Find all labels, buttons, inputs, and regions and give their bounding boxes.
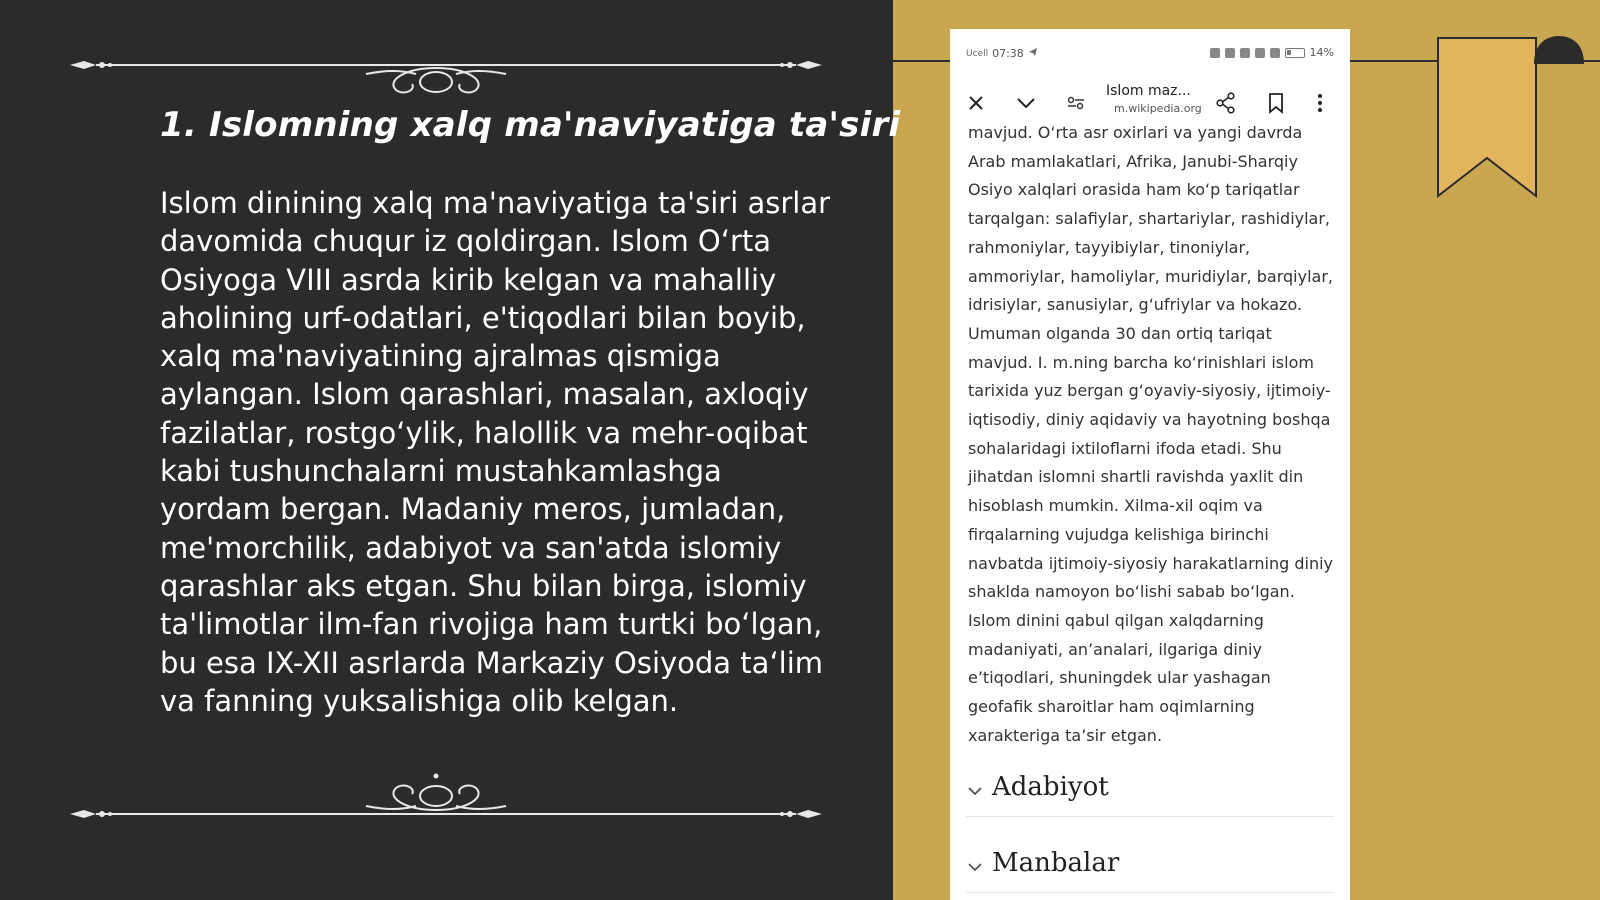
clock-time: 07:38 [992,47,1024,60]
nfc-icon [1210,48,1220,58]
battery-icon [1285,48,1305,58]
bookmark-icon [1267,92,1285,114]
slide-title: 1. Islomning xalq ma'naviyatiga ta'siri [160,105,901,145]
battery-level: 14% [1309,46,1334,59]
share-button[interactable] [1212,89,1240,117]
chevron-down-icon [966,782,984,800]
article-text: mavjud. O‘rta asr oxirlari va yangi davrda Arab mamlakatlari, Afrika, Janubi-Sharqiy Osiyo xalqlari orasida ham ko‘p tariqatlar tarqalgan: salafiylar, shartariylar, rashidiylar, rahmoniylar, tayyibiylar, tinoniylar, ammoriylar, hamoliylar, muridiylar, barqiylar, idrisiylar, sanusiylar, g‘ufriylar va hokazo. Umuman olganda 30 dan ortiq tariqat mavjud. I. m.ning barcha ko‘rinishlari islom tarixida yuz bergan g‘oyaviy-siyosiy, ijtimoiy-iqtisodiy, diniy aqidaviy va hayotning boshqa sohalaridagi ixtiloflarni ifoda etadi. Shu jihatdan islomni shartli ravishda yaxlit din hisoblash mumkin. Xilma-xil oqim va firqalarning vujudga kelishiga birinchi navbatda ijtimoiy-siyosiy harakatlarning diniy shaklda namoyon bo‘lishi sabab bo‘lgan. Islom dinini qabul qilgan xalqdarning madaniyati, an’analari, ilgariga diniy e’tiqodlari, shuningdek ular yashagan geofafik sharoitlar ham oqimlarning xarakteriga ta’sir etgan. [968,123,1334,745]
slide-body-text: Islom dinining xalq ma'naviyatiga ta'siri asrlar davomida chuqur iz qoldirgan. Islom O‘rta Osiyoga VIII asrda kirib kelgan va mahalliy aholining urf-odatlari, e'tiqodlari bilan boyib, xalq ma'naviyatining ajralmas qismiga aylangan. Islom qarashlari, masalan, axloqiy fazilatlar, rostgo‘ylik, halollik va mehr-oqibat kabi tushunchalarni mustahkamlashga yordam bergan. Madaniy meros, jumladan, me'morchilik, adabiyot va san'atda islomiy qarashlar aks etgan. Shu bilan birga, islomiy ta'limotlar ilm-fan rivojiga ham turtki bo‘lgan, bu esa IX-XII asrlarda Markaziy Osiyoda ta‘lim va fanning yuksalishiga olib kelgan. [160,186,831,718]
collapse-button[interactable] [1012,89,1040,117]
bookmark-button[interactable] [1262,89,1290,117]
page-url: m.wikipedia.org [1114,102,1202,115]
page-settings-button[interactable] [1062,89,1090,117]
bookmark-ribbon-decoration [1436,36,1538,198]
status-bar [950,29,1350,61]
chevron-down-icon [1016,94,1036,112]
more-vert-icon [1317,93,1323,113]
top-ornament-divider [66,40,826,100]
page-title: Islom maz... [1106,83,1191,99]
page-settings-icon [1066,94,1086,112]
bottom-ornament-divider [66,770,826,830]
share-icon [1215,92,1237,114]
section-label: Adabiyot [992,772,1109,802]
page-title-block[interactable] [1106,83,1216,115]
network-speed-icon [1255,48,1265,58]
dark-tab-decoration [1534,36,1584,64]
carrier-label: Ucell [966,48,989,59]
phone-screenshot [950,29,1350,900]
sim-icon [1225,48,1235,58]
more-options-button[interactable] [1306,89,1334,117]
signal-icon [1270,48,1280,58]
section-adabiyot[interactable] [966,764,1334,817]
section-manbalar[interactable] [966,840,1334,893]
chevron-down-icon [966,858,984,876]
close-button[interactable] [962,89,990,117]
vibrate-icon [1240,48,1250,58]
close-icon [967,94,985,112]
telegram-icon [1028,47,1038,60]
section-label: Manbalar [992,848,1120,878]
